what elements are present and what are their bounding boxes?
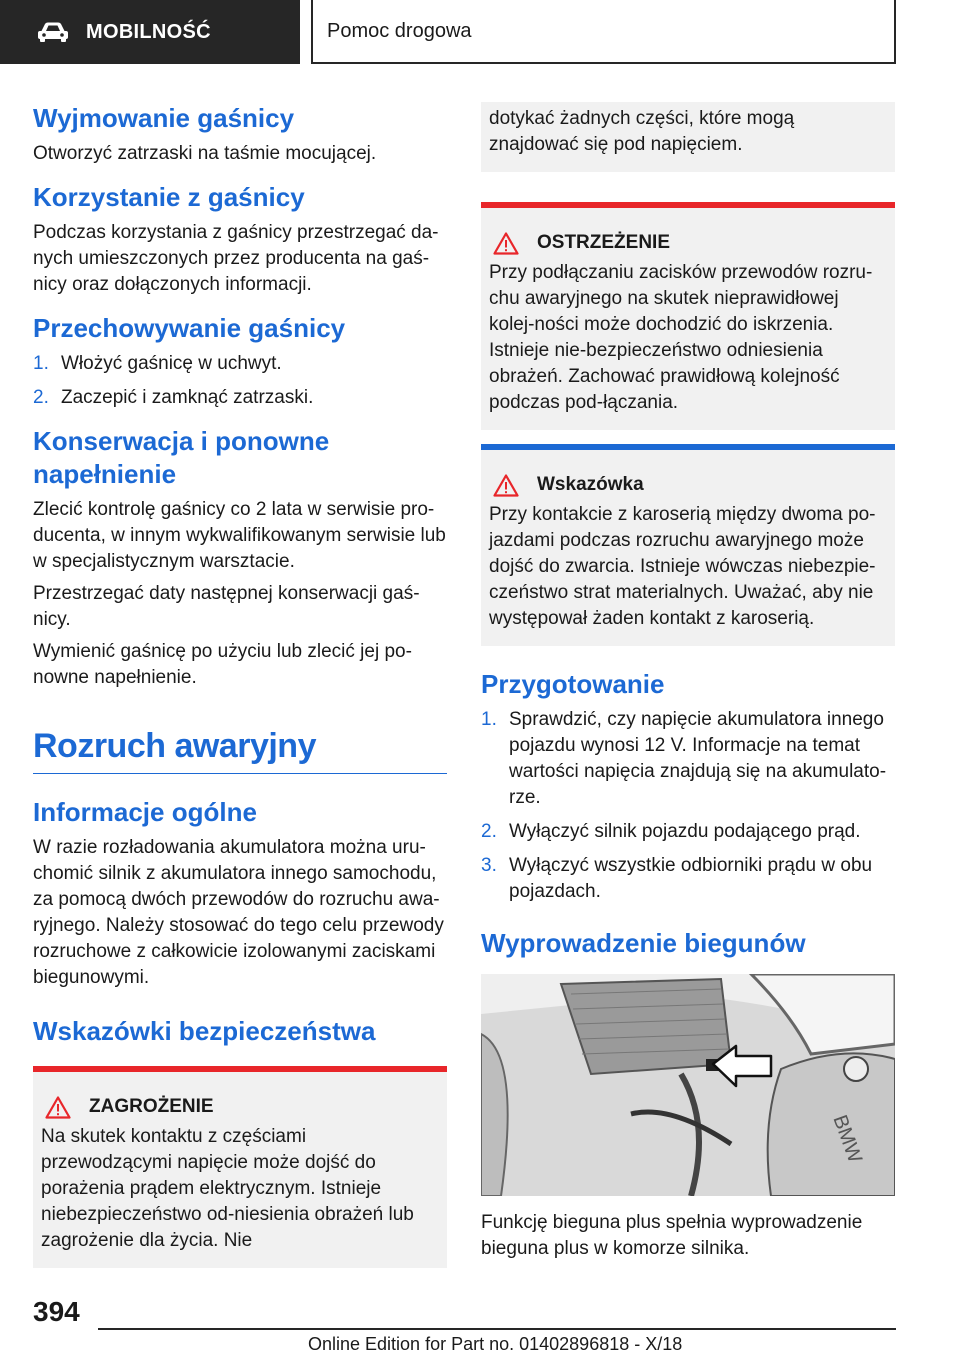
page-number: 394 bbox=[33, 1296, 80, 1327]
chapter-label: Pomoc drogowa bbox=[327, 19, 472, 42]
list-item bbox=[33, 385, 447, 411]
step-number: 1. bbox=[481, 709, 497, 730]
list-item bbox=[33, 351, 447, 377]
section-heading: Wskazówki bezpieczeństwa bbox=[33, 1016, 376, 1046]
warning-text: Przy podłączaniu zacisków przewodów rozru‐chu awaryjnego na skutek nieprawidłowej kolej‐ności może dochodzić do iskrzenia. Istnieje nie‐bezpieczeństwo odniesienia obrażeń. Zachować prawidłową kolejność podczas pod‐łączania. bbox=[489, 262, 873, 413]
danger-heading bbox=[41, 1094, 439, 1120]
step-text: Wyłączyć wszystkie odbiorniki prądu w obu pojazdach. bbox=[509, 855, 873, 902]
step-number: 3. bbox=[481, 855, 497, 876]
danger-text: Na skutek kontaktu z częściami przewodzącymi napięcie może dojść do porażenia prądem elektrycznym. Istnieje niebezpieczeństwo od‐niesienia obrażeń lub zagrożenie dla życia. Nie bbox=[41, 1126, 414, 1251]
steps-list bbox=[481, 707, 895, 905]
warning-triangle-icon bbox=[493, 232, 519, 255]
warning-triangle-icon bbox=[45, 1096, 71, 1119]
danger-box bbox=[33, 1066, 447, 1268]
chapter-tab[interactable] bbox=[311, 0, 896, 64]
section-tab[interactable] bbox=[0, 0, 300, 64]
note-box bbox=[481, 444, 895, 646]
paragraph: Zlecić kontrolę gaśnicy co 2 lata w serwisie pro‐ducenta, w innym wykwalifikowanym serwisie lub w specjalistycznym warsztacie. bbox=[33, 499, 446, 572]
danger-text: dotykać żadnych części, które mogą znajdować się pod napięciem. bbox=[489, 108, 795, 155]
warning-title: OSTRZEŻENIE bbox=[537, 232, 671, 253]
engine-bay-illustration bbox=[481, 974, 895, 1196]
paragraph: W razie rozładowania akumulatora można uru‐chomić silnik z akumulatora innego samochodu, za pomocą dwóch przewodów do rozruchu awa‐ryjnego. Należy stosować do tego celu przewody rozruchowe z całkowicie izolowanymi zaciskami biegunowymi. bbox=[33, 837, 444, 988]
step-number: 2. bbox=[33, 387, 49, 408]
section-heading: Wyjmowanie gaśnicy bbox=[33, 103, 295, 133]
steps-list bbox=[33, 351, 447, 411]
section-heading: Wyprowadzenie biegunów bbox=[481, 928, 806, 958]
danger-box-continued bbox=[481, 102, 895, 172]
chapter-title: Rozruch awaryjny bbox=[33, 725, 447, 774]
right-column bbox=[481, 102, 895, 1262]
list-item bbox=[481, 819, 895, 845]
step-number: 1. bbox=[33, 353, 49, 374]
paragraph: Wymienić gaśnicę po użyciu lub zlecić jej po‐nowne napełnienie. bbox=[33, 641, 412, 688]
step-number: 2. bbox=[481, 821, 497, 842]
step-text: Zaczepić i zamknąć zatrzaski. bbox=[61, 387, 314, 408]
list-item bbox=[481, 853, 895, 905]
list-item bbox=[481, 707, 895, 811]
note-title: Wskazówka bbox=[537, 474, 644, 495]
danger-title: ZAGROŻENIE bbox=[89, 1096, 214, 1117]
car-icon bbox=[36, 21, 70, 43]
section-heading: Przygotowanie bbox=[481, 669, 665, 699]
note-text: Przy kontakcie z karoserią między dwoma po‐jazdami podczas rozruchu awaryjnego może dojść do zwarcia. Istnieje wówczas niebezpie‐czeństwo strat materialnych. Uważać, aby nie występował żaden kontakt z karoserią. bbox=[489, 504, 876, 629]
photo-badge: BMW bbox=[828, 1112, 866, 1166]
note-triangle-icon bbox=[493, 474, 519, 497]
section-heading: Przechowywanie gaśnicy bbox=[33, 313, 346, 343]
section-heading: Informacje ogólne bbox=[33, 797, 257, 827]
section-label: MOBILNOŚĆ bbox=[86, 20, 211, 43]
paragraph: Podczas korzystania z gaśnicy przestrzegać da‐nych umieszczonych przez producenta na gaś‐nicy oraz dołączonych informacji. bbox=[33, 222, 439, 295]
paragraph: Przestrzegać daty następnej konserwacji gaś‐nicy. bbox=[33, 583, 420, 630]
step-text: Sprawdzić, czy napięcie akumulatora innego pojazdu wynosi 12 V. Informacje na temat wartości napięcia znajdują się na akumulato‐rze. bbox=[509, 709, 887, 808]
photo-caption: Funkcję bieguna plus spełnia wyprowadzenie bieguna plus w komorze silnika. bbox=[481, 1212, 863, 1259]
note-heading bbox=[489, 472, 887, 498]
paragraph: Otworzyć zatrzaski na taśmie mocującej. bbox=[33, 143, 377, 164]
footer-divider bbox=[98, 1328, 896, 1330]
warning-box bbox=[481, 202, 895, 430]
left-column bbox=[33, 102, 447, 1268]
step-text: Włożyć gaśnicę w uchwyt. bbox=[61, 353, 282, 374]
engine-bay-photo bbox=[481, 974, 895, 1196]
step-text: Wyłączyć silnik pojazdu podającego prąd. bbox=[509, 821, 861, 842]
warning-heading bbox=[489, 230, 887, 256]
edition-text: Online Edition for Part no. 01402896818 - X/18 bbox=[308, 1334, 683, 1354]
section-heading: Korzystanie z gaśnicy bbox=[33, 182, 305, 212]
section-heading: Konserwacja i ponowne napełnienie bbox=[33, 426, 330, 489]
